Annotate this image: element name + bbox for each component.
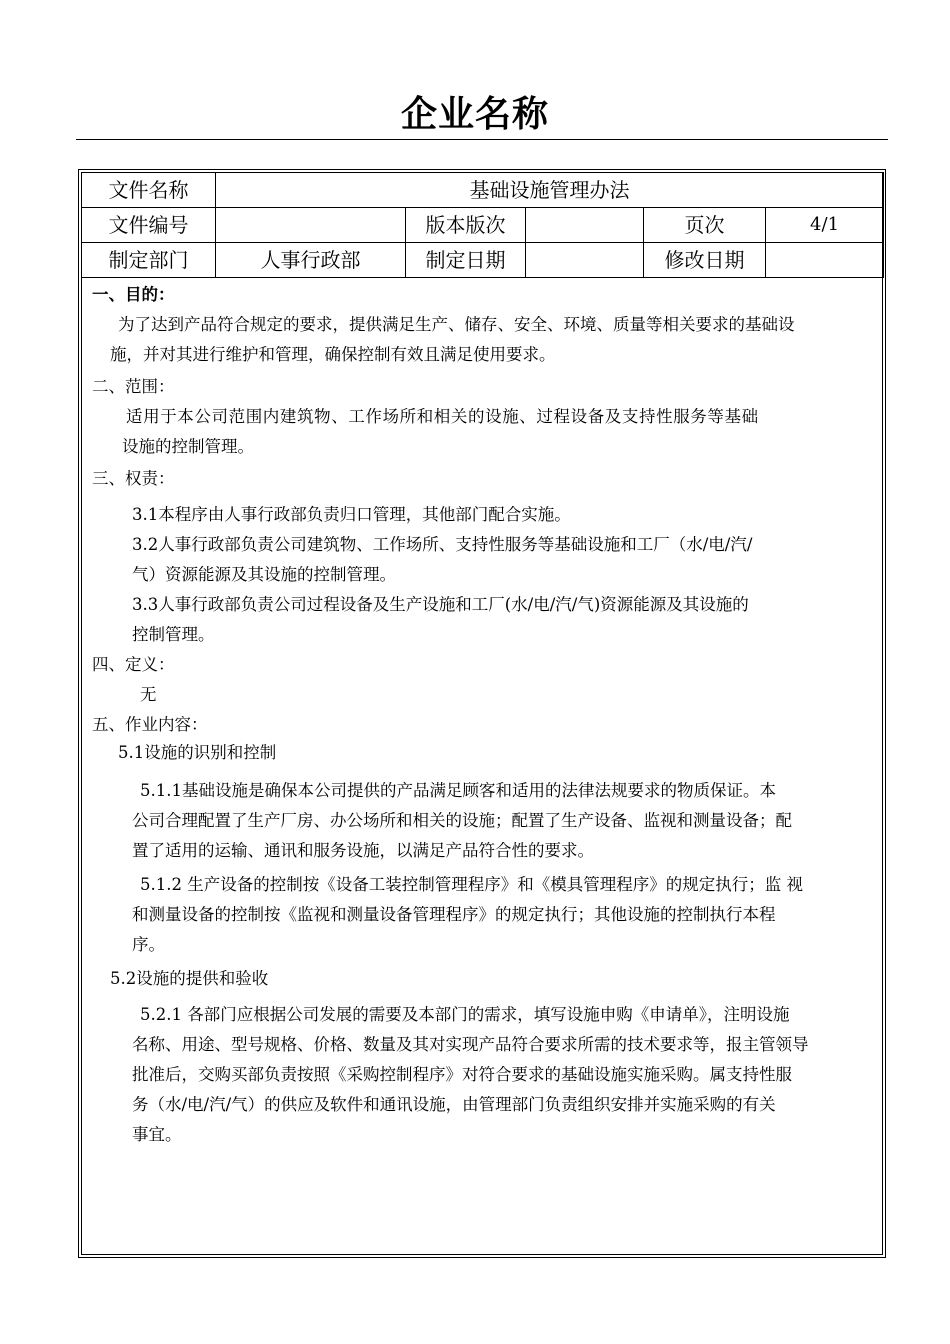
section-scope-heading: 二、范围：: [92, 377, 175, 396]
clause-5-2-1-line5: 事宜。: [132, 1125, 182, 1144]
value-file-name: 基础设施管理办法: [216, 173, 884, 208]
responsibility-item-2-line1: 3.2人事行政部负责公司建筑物、工作场所、支持性服务等基础设施和工厂（水/电/汽/: [132, 535, 753, 554]
clause-5-1-1-line2: 公司合理配置了生产厂房、办公场所和相关的设施；配置了生产设备、监视和测量设备；配: [132, 811, 792, 830]
section-work-heading: 五、作业内容：: [92, 715, 208, 734]
responsibility-item-3-line2: 控制管理。: [132, 625, 215, 644]
scope-text-line1: 适用于本公司范围内建筑物、工作场所和相关的设施、过程设备及支持性服务等基础: [126, 407, 759, 426]
clause-5-2-1-line4: 务（水/电/汽/气）的供应及软件和通讯设施，由管理部门负责组织安排并实施采购的有关: [132, 1095, 776, 1114]
label-file-name: 文件名称: [82, 173, 216, 208]
label-file-number: 文件编号: [82, 208, 216, 243]
value-issue-date: [526, 243, 644, 278]
document-body: [92, 280, 882, 1150]
section-responsibility-heading: 三、权责：: [92, 469, 175, 488]
value-modified-date: [766, 243, 884, 278]
document-header-table: [81, 172, 884, 278]
clause-5-1-1-line1: 5.1.1基础设施是确保本公司提供的产品满足顾客和适用的法律法规要求的物质保证。本: [140, 781, 776, 800]
clause-5-1-1-line3: 置了适用的运输、通讯和服务设施，以满足产品符合性的要求。: [132, 841, 594, 860]
header-row-number: [82, 208, 884, 243]
clause-5-2-1-line2: 名称、用途、型号规格、价格、数量及其对实现产品符合要求所需的技术要求等，报主管领导: [132, 1035, 809, 1054]
value-file-number: [216, 208, 406, 243]
purpose-text-line2: 施，并对其进行维护和管理，确保控制有效且满足使用要求。: [110, 345, 556, 364]
clause-5-2-1-line1: 5.2.1 各部门应根据公司发展的需要及本部门的需求，填写设施申购《申请单》，注明设施: [140, 1005, 790, 1024]
title-divider: [76, 139, 888, 140]
subsection-5-2: 5.2设施的提供和验收: [110, 969, 269, 988]
responsibility-item-2-line2: 气）资源能源及其设施的控制管理。: [132, 565, 396, 584]
definition-text: 无: [140, 685, 157, 704]
purpose-text-line1: 为了达到产品符合规定的要求，提供满足生产、储存、安全、环境、质量等相关要求的基础设: [118, 315, 795, 334]
value-version: [526, 208, 644, 243]
company-title: 企业名称: [400, 93, 549, 135]
header-row-dept: [82, 243, 884, 278]
label-page: 页次: [644, 208, 766, 243]
value-page: 4/1: [766, 208, 884, 243]
label-version: 版本版次: [406, 208, 526, 243]
subsection-5-1: 5.1设施的识别和控制: [118, 743, 277, 762]
value-dept: 人事行政部: [216, 243, 406, 278]
clause-5-2-1-line3: 批准后，交购买部负责按照《采购控制程序》对符合要求的基础设施实施采购。属支持性服: [132, 1065, 792, 1084]
section-purpose-heading: 一、目的：: [92, 285, 175, 304]
clause-5-1-2-line1: 5.1.2 生产设备的控制按《设备工装控制管理程序》和《模具管理程序》的规定执行；监 视: [140, 875, 803, 894]
header-row-name: [82, 173, 884, 208]
clause-5-1-2-line3: 序。: [132, 935, 165, 954]
responsibility-item-1: 3.1本程序由人事行政部负责归口管理，其他部门配合实施。: [132, 505, 571, 524]
clause-5-1-2-line2: 和测量设备的控制按《监视和测量设备管理程序》的规定执行；其他设施的控制执行本程: [132, 905, 776, 924]
responsibility-item-3-line1: 3.3人事行政部负责公司过程设备及生产设施和工厂(水/电/汽/气)资源能源及其设施的: [132, 595, 749, 614]
label-dept: 制定部门: [82, 243, 216, 278]
label-modified-date: 修改日期: [644, 243, 766, 278]
label-issue-date: 制定日期: [406, 243, 526, 278]
section-definition-heading: 四、定义：: [92, 655, 175, 674]
scope-text-line2: 设施的控制管理。: [122, 437, 254, 456]
